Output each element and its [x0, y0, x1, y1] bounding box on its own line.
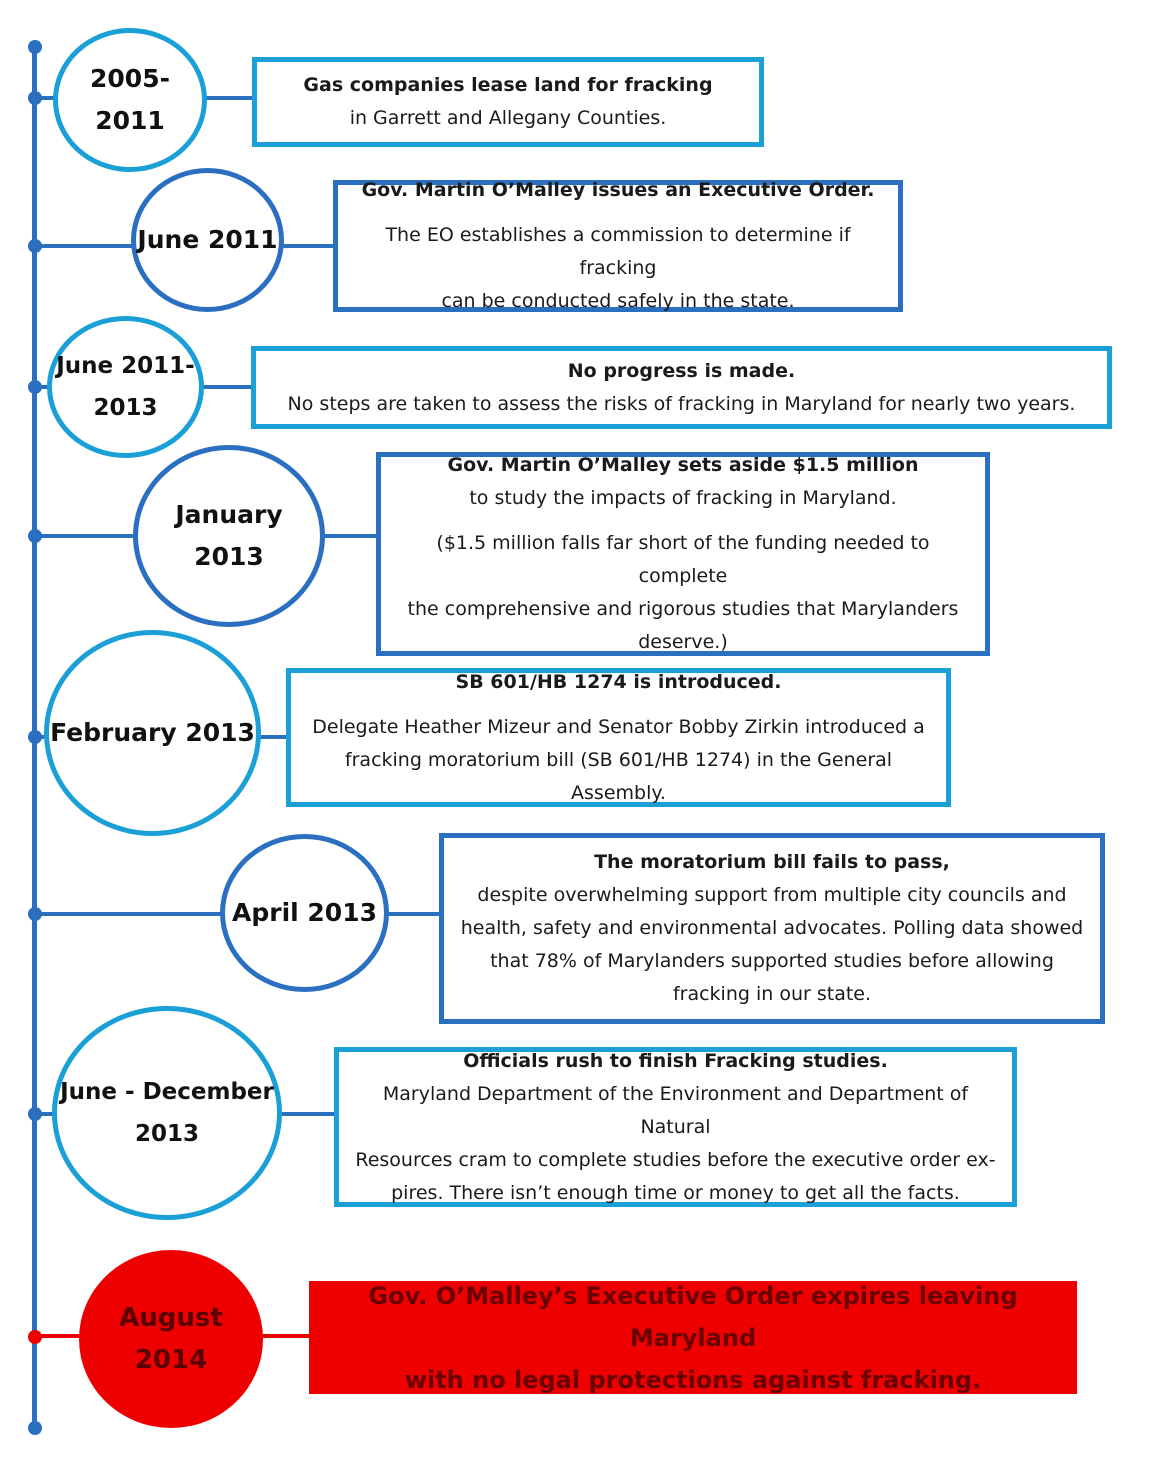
event-box [439, 833, 1105, 1024]
event-text: The EO establishes a commission to determine if fracking [385, 224, 851, 279]
event-box [309, 1281, 1077, 1394]
date-label-line: June - December [60, 1079, 274, 1105]
date-circle [53, 28, 207, 172]
event-text: Delegate Heather Mizeur and Senator Bobby Zirkin introduced a [312, 715, 925, 738]
event-box [376, 452, 990, 656]
event-text: Maryland Department of the Environment and Department of Natural [382, 1082, 969, 1138]
event-text: ($1.5 million falls far short of the funding needed to complete [436, 532, 930, 587]
event-headline: Gas companies lease land for fracking [303, 74, 713, 96]
event-headline: Gov. Martin O’Malley sets aside $1.5 million [447, 454, 919, 476]
date-label-line: 2013 [93, 395, 158, 421]
date-circle [52, 1006, 282, 1220]
event-text: that 78% of Marylanders supported studies before allowing [490, 950, 1054, 972]
event-box [251, 346, 1112, 429]
event-text: fracking in our state. [672, 983, 872, 1005]
event-headline: Officials rush to finish Fracking studies. [463, 1049, 888, 1072]
event-text: health, safety and environmental advocates. Polling data showed [460, 917, 1084, 939]
event-headline: No progress is made. [567, 359, 796, 382]
date-circle [220, 834, 389, 992]
event-headline: The moratorium bill fails to pass, [594, 851, 950, 873]
date-label: June 2011 [137, 225, 278, 254]
date-circle [133, 445, 325, 627]
event-text: Gov. O’Malley’s Executive Order expires leaving Maryland [368, 1281, 1018, 1352]
date-label: April 2013 [232, 898, 377, 927]
axis-top-dot [28, 40, 42, 54]
event-text: the comprehensive and rigorous studies that Marylanders [407, 598, 959, 620]
event-text: pires. There isn’t enough time or money to get all the facts. [391, 1181, 960, 1204]
date-circle [47, 316, 204, 458]
event-text: in Garrett and Allegany Counties. [349, 107, 667, 129]
event-text: with no legal protections against fracking. [404, 1365, 982, 1394]
event-headline: Gov. Martin O’Malley issues an Executive Order. [361, 179, 875, 201]
date-label: January 2013 [175, 500, 283, 571]
date-label: February 2013 [50, 718, 255, 747]
event-box [334, 1047, 1017, 1207]
event-text: can be conducted safely in the state. [441, 290, 795, 312]
event-text: deserve.) [638, 631, 728, 653]
event-box [252, 57, 764, 147]
event-box [333, 180, 903, 312]
date-label-line: 2013 [134, 1121, 199, 1147]
date-circle [44, 630, 261, 836]
event-text: fracking moratorium bill (SB 601/HB 1274) in the General Assembly. [344, 748, 893, 804]
date-label: 2005-2011 [90, 64, 170, 135]
event-text: despite overwhelming support from multiple city councils and [477, 884, 1067, 906]
date-circle [131, 168, 284, 312]
date-label-line: June 2011- [56, 353, 195, 379]
event-text: Resources cram to complete studies before the executive order ex- [355, 1148, 996, 1171]
date-label: August 2014 [119, 1303, 223, 1375]
date-circle [79, 1250, 263, 1428]
event-headline: SB 601/HB 1274 is introduced. [455, 670, 782, 693]
axis-bottom-dot [28, 1421, 42, 1435]
event-text: to study the impacts of fracking in Maryland. [469, 487, 897, 509]
event-box [286, 668, 951, 807]
event-text: No steps are taken to assess the risks of fracking in Maryland for nearly two years. [287, 392, 1076, 415]
